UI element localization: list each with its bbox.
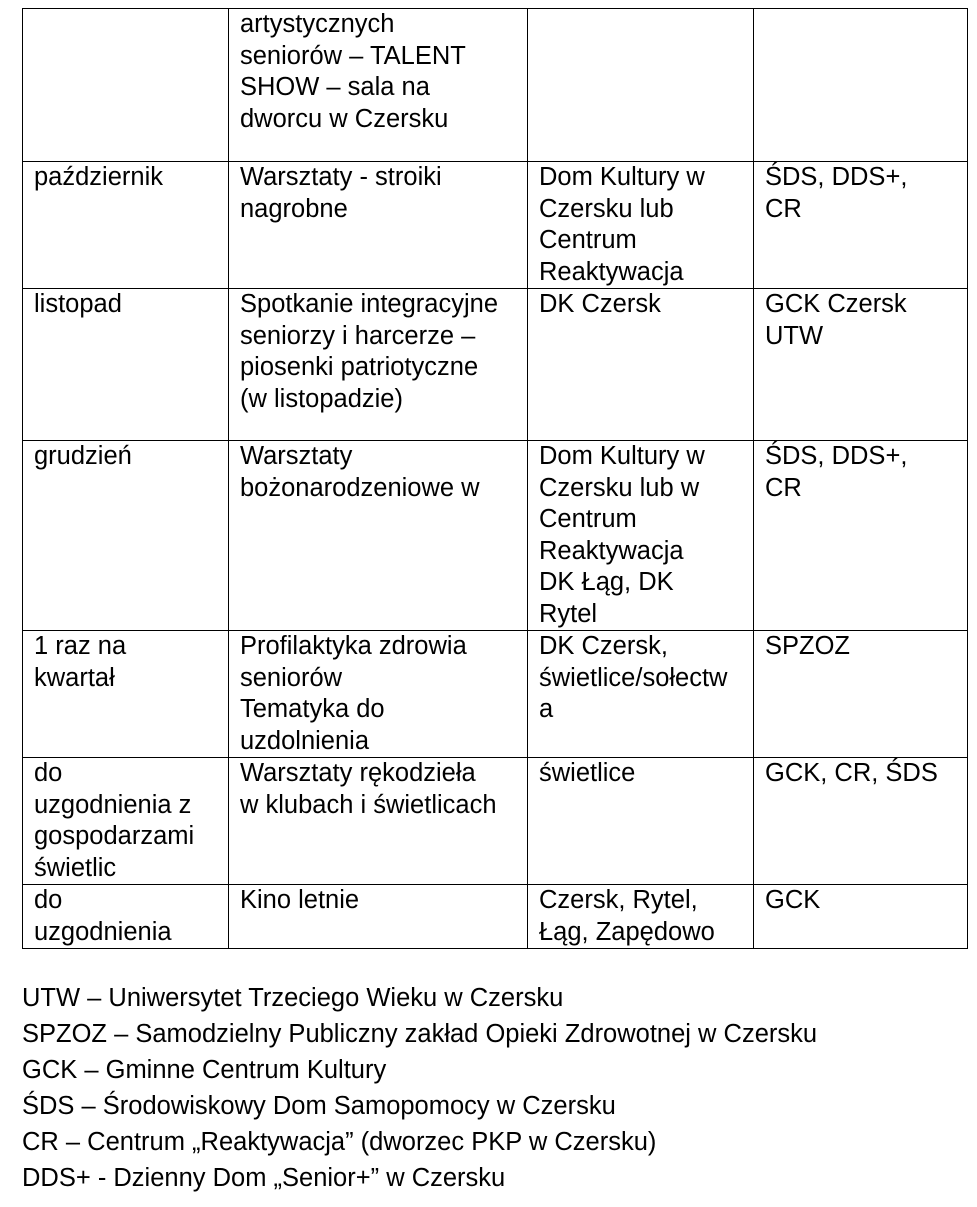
partners-cell: GCK Czersk UTW <box>754 289 968 441</box>
period-cell <box>23 9 229 162</box>
place-cell: DK Czersk, świetlice/sołectw a <box>528 631 754 758</box>
event-cell: Warsztaty bożonarodzeniowe w <box>229 441 528 631</box>
place-cell <box>528 9 754 162</box>
place-cell: DK Czersk <box>528 289 754 441</box>
table-row <box>23 289 968 441</box>
partners-cell <box>754 9 968 162</box>
period-cell: październik <box>23 162 229 289</box>
period-cell: listopad <box>23 289 229 441</box>
event-cell: Spotkanie integracyjne seniorzy i harcerze – piosenki patriotyczne (w listopadzie) <box>229 289 528 441</box>
period-cell: do uzgodnienia z gospodarzami świetlic <box>23 758 229 885</box>
events-schedule-table <box>22 8 968 949</box>
event-cell: Warsztaty rękodzieła w klubach i świetlicach <box>229 758 528 885</box>
period-cell: do uzgodnienia <box>23 885 229 949</box>
legend-item-gck: GCK – Gminne Centrum Kultury <box>22 1056 387 1084</box>
partners-cell: ŚDS, DDS+, CR <box>754 162 968 289</box>
legend-item-utw: UTW – Uniwersytet Trzeciego Wieku w Czersku <box>22 984 564 1012</box>
legend-item-cr: CR – Centrum „Reaktywacja” (dworzec PKP w Czersku) <box>22 1128 657 1156</box>
partners-cell: GCK <box>754 885 968 949</box>
table-row <box>23 441 968 631</box>
period-cell: 1 raz na kwartał <box>23 631 229 758</box>
abbreviations-legend <box>22 980 817 1196</box>
table-row <box>23 162 968 289</box>
partners-cell: GCK, CR, ŚDS <box>754 758 968 885</box>
place-cell: Dom Kultury w Czersku lub Centrum Reaktywacja <box>528 162 754 289</box>
event-cell: artystycznych seniorów – TALENT SHOW – sala na dworcu w Czersku <box>229 9 528 162</box>
table-row <box>23 631 968 758</box>
place-cell: Dom Kultury w Czersku lub w Centrum Reaktywacja DK Łąg, DK Rytel <box>528 441 754 631</box>
table-body <box>23 9 968 949</box>
place-cell: Czersk, Rytel, Łąg, Zapędowo <box>528 885 754 949</box>
partners-cell: SPZOZ <box>754 631 968 758</box>
event-cell: Kino letnie <box>229 885 528 949</box>
legend-item-spzoz: SPZOZ – Samodzielny Publiczny zakład Opieki Zdrowotnej w Czersku <box>22 1020 818 1048</box>
legend-item-dds: DDS+ - Dzienny Dom „Senior+” w Czersku <box>22 1164 506 1192</box>
table-row <box>23 9 968 162</box>
table-row <box>23 758 968 885</box>
event-cell: Warsztaty - stroiki nagrobne <box>229 162 528 289</box>
partners-cell: ŚDS, DDS+, CR <box>754 441 968 631</box>
period-cell: grudzień <box>23 441 229 631</box>
event-cell: Profilaktyka zdrowia seniorów Tematyka do uzdolnienia <box>229 631 528 758</box>
place-cell: świetlice <box>528 758 754 885</box>
table-row <box>23 885 968 949</box>
legend-item-sds: ŚDS – Środowiskowy Dom Samopomocy w Czersku <box>22 1092 616 1120</box>
